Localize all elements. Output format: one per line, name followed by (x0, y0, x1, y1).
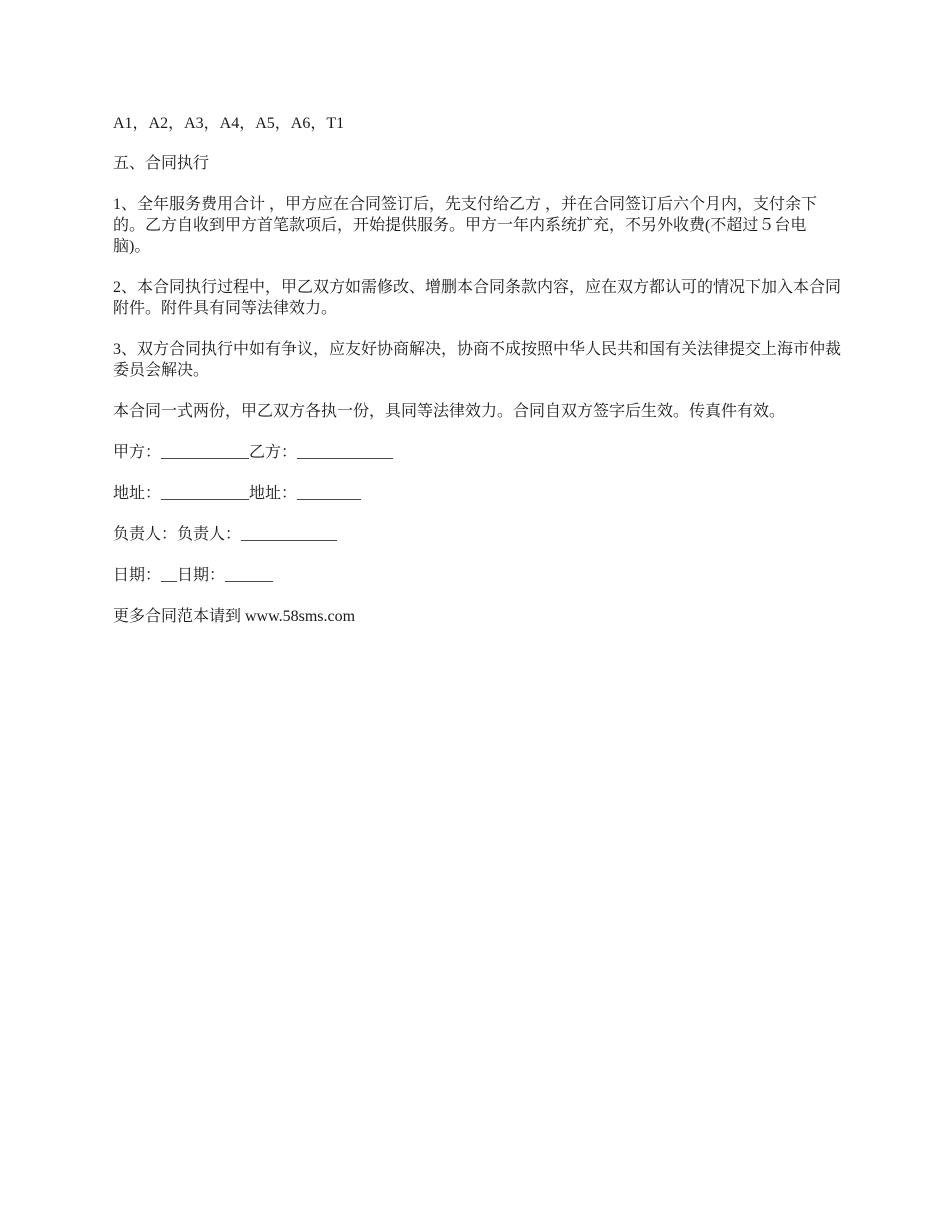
footer-more-templates: 更多合同范本请到 www.58sms.com (113, 608, 356, 625)
signature-responsible-line: 负责人：负责人：____________ (113, 526, 338, 543)
document-page (113, 113, 843, 647)
model-list: A1，A2，A3，A4，A5，A6，T1 (113, 115, 345, 132)
signature-date-line: 日期：__日期：______ (113, 567, 274, 584)
signature-party-line: 甲方：___________乙方：____________ (113, 444, 394, 461)
clause-3-dispute: 3、双方合同执行中如有争议，应友好协商解决，协商不成按照中华人民共和国有关法律提交上海市仲裁委员会解决。 (113, 341, 842, 379)
clause-1-payment: 1、全年服务费用合计 ，甲方应在合同签订后，先支付给乙方 ，并在合同签订后六个月内，支付余下的。乙方自收到甲方首笔款项后，开始提供服务。甲方一年内系统扩充，不另外收费(不超过５台电脑)。 (113, 196, 818, 255)
section-heading-contract-execution: 五、合同执行 (113, 155, 210, 172)
copies-statement: 本合同一式两份，甲乙双方各执一份，具同等法律效力。合同自双方签字后生效。传真件有效。 (113, 403, 786, 420)
clause-2-amendment: 2、本合同执行过程中，甲乙双方如需修改、增删本合同条款内容，应在双方都认可的情况下加入本合同附件。附件具有同等法律效力。 (113, 279, 842, 317)
signature-address-line: 地址：___________地址：________ (113, 485, 362, 502)
